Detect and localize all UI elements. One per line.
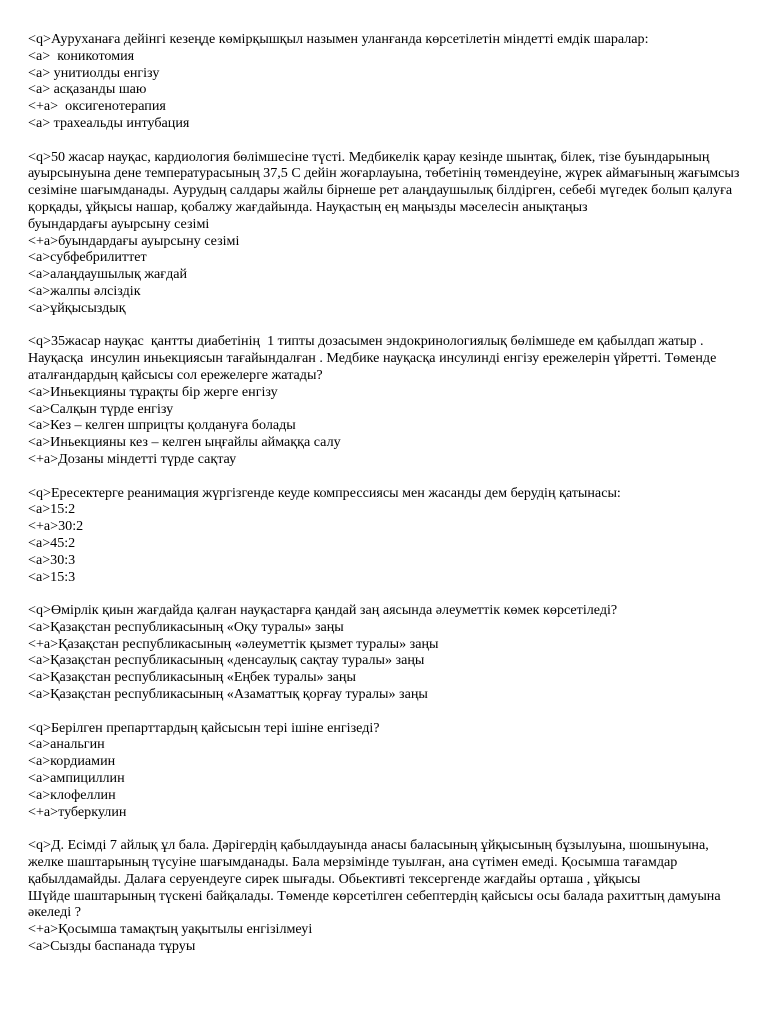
answer-option: <a>Қазақстан республикасының «Азаматтық қорғау туралы» заңы bbox=[28, 686, 428, 703]
answer-option: <a>алаңдаушылық жағдай bbox=[28, 266, 188, 283]
answer-option: <a>30:3 bbox=[28, 551, 76, 568]
correct-answer-option: <+a>туберкулин bbox=[28, 803, 127, 820]
question-text: <q>35жасар науқас қантты диабетінің 1 типты дозасымен эндокринологиялық бөлімшеде ем қабылдап жатыр . Науқасқа инсулин иньекциясын тағайындалған . Медбике науқасқа инсулинді енгізу ережелерін үйретті. Төменде аталғандардың қайсысы сол ережелерге жатады? bbox=[28, 333, 720, 383]
answer-option: <a>45:2 bbox=[28, 534, 76, 551]
answer-option: <a>Қазақстан республикасының «Оқу туралы» заңы bbox=[28, 618, 344, 635]
answer-option: <a>15:3 bbox=[28, 568, 76, 585]
document-body bbox=[28, 31, 743, 972]
question-extra-line: Шүйде шаштарының түскені байқалады. Төменде көрсетілген себептердің қайсысы осы балада рахиттың дамуына әкеледі ? bbox=[28, 887, 725, 921]
answer-option: <a>ұйқысыздық bbox=[28, 299, 126, 316]
correct-answer-option: <+a>буындардағы ауырсыну сезімі bbox=[28, 232, 240, 249]
answer-option: <a> асқазанды шаю bbox=[28, 81, 147, 98]
answer-option: <a> унитиолды енгізу bbox=[28, 64, 160, 81]
answer-option: <a>кордиамин bbox=[28, 753, 116, 770]
correct-answer-option: <+a>Дозаны міндетті түрде сақтау bbox=[28, 450, 237, 467]
answer-option: <a>клофеллин bbox=[28, 786, 116, 803]
question-text: <q>Ересектерге реанимация жүргізгенде кеуде компрессиясы мен жасанды дем берудің қатынасы: bbox=[28, 484, 621, 501]
question-block-4 bbox=[28, 485, 740, 586]
answer-option: <a>Салқын түрде енгізу bbox=[28, 400, 174, 417]
question-block-1 bbox=[28, 31, 740, 132]
question-block-7 bbox=[28, 837, 740, 955]
answer-option: <a>анальгин bbox=[28, 736, 105, 753]
answer-option: <a>ампициллин bbox=[28, 770, 125, 787]
question-block-2 bbox=[28, 148, 743, 317]
answer-option: <a>Иньекцияны тұрақты бір жерге енгізу bbox=[28, 383, 278, 400]
correct-answer-option: <+a>30:2 bbox=[28, 518, 84, 535]
answer-option: <a>15:2 bbox=[28, 501, 76, 518]
answer-option: <a>Сызды баспанада тұруы bbox=[28, 938, 196, 955]
answer-option: <a>жалпы әлсіздік bbox=[28, 282, 141, 299]
answer-option: <a>Иньекцияны кез – келген ыңғайлы аймаққа салу bbox=[28, 434, 341, 451]
correct-answer-option: <+a> оксигенотерапия bbox=[28, 98, 166, 115]
correct-answer-option: <+a>Қосымша тамақтың уақытылы енгізілмеуі bbox=[28, 921, 313, 938]
answer-option: <a>Қазақстан республикасының «Еңбек туралы» заңы bbox=[28, 669, 356, 686]
question-text: <q>Д. Есімді 7 айлық ұл бала. Дәрігердің қабылдауында анасы баласының ұйқысының бұзылуына, шошынуына, желке шаштарының түсуіне шағымданады. Бала мерзімінде туылған, ана сүтімен емеді. Қосымша тағамдар қабылдамайды. Далаға серуендеуге сирек шығады. Обьективті тексергенде жағдайы орташа , ұйқысы bbox=[28, 837, 713, 887]
question-extra-line: буындардағы ауырсыну сезімі bbox=[28, 215, 210, 232]
question-block-5 bbox=[28, 602, 740, 703]
question-block-6 bbox=[28, 720, 740, 821]
answer-option: <a>Кез – келген шприцты қолдануға болады bbox=[28, 417, 296, 434]
answer-option: <a> коникотомия bbox=[28, 47, 135, 64]
answer-option: <a>Қазақстан республикасының «денсаулық сақтау туралы» заңы bbox=[28, 652, 425, 669]
question-text: <q>Өмірлік қиын жағдайда қалған науқастарға қандай заң аясында әлеуметтік көмек көрсетіледі? bbox=[28, 602, 618, 619]
question-text: <q>Ауруханаға дейінгі кезеңде көмірқышқыл назымен уланғанда көрсетілетін міндетті емдік шаралар: bbox=[28, 31, 649, 47]
question-block-3 bbox=[28, 333, 740, 467]
answer-option: <a> трахеальды интубация bbox=[28, 114, 190, 131]
question-text: <q>Берілген препарттардың қайсысын тері ішіне енгізеді? bbox=[28, 719, 380, 736]
answer-option: <a>субфебрилиттет bbox=[28, 249, 147, 266]
correct-answer-option: <+a>Қазақстан республикасының «әлеуметтік қызмет туралы» заңы bbox=[28, 635, 439, 652]
question-text: <q>50 жасар науқас, кардиология бөлімшесіне түсті. Медбикелік қарау кезінде шынтақ, білек, тізе буындарының ауырсынуына дене температурасының 37,5 С дейін жоғарлауына, төбетінің төмендеуіне, жүрек аймағының жағымсыз сезіміне шағымданады. Аурудың салдары жайлы бірнеше рет алаңдаушылық білдірген, себебі мүгедек болып қалуға қорқады, ұйқысы нашар, қобалжу жағдайында. Науқастың ең маңызды мәселесін анықтаңыз bbox=[28, 148, 743, 215]
